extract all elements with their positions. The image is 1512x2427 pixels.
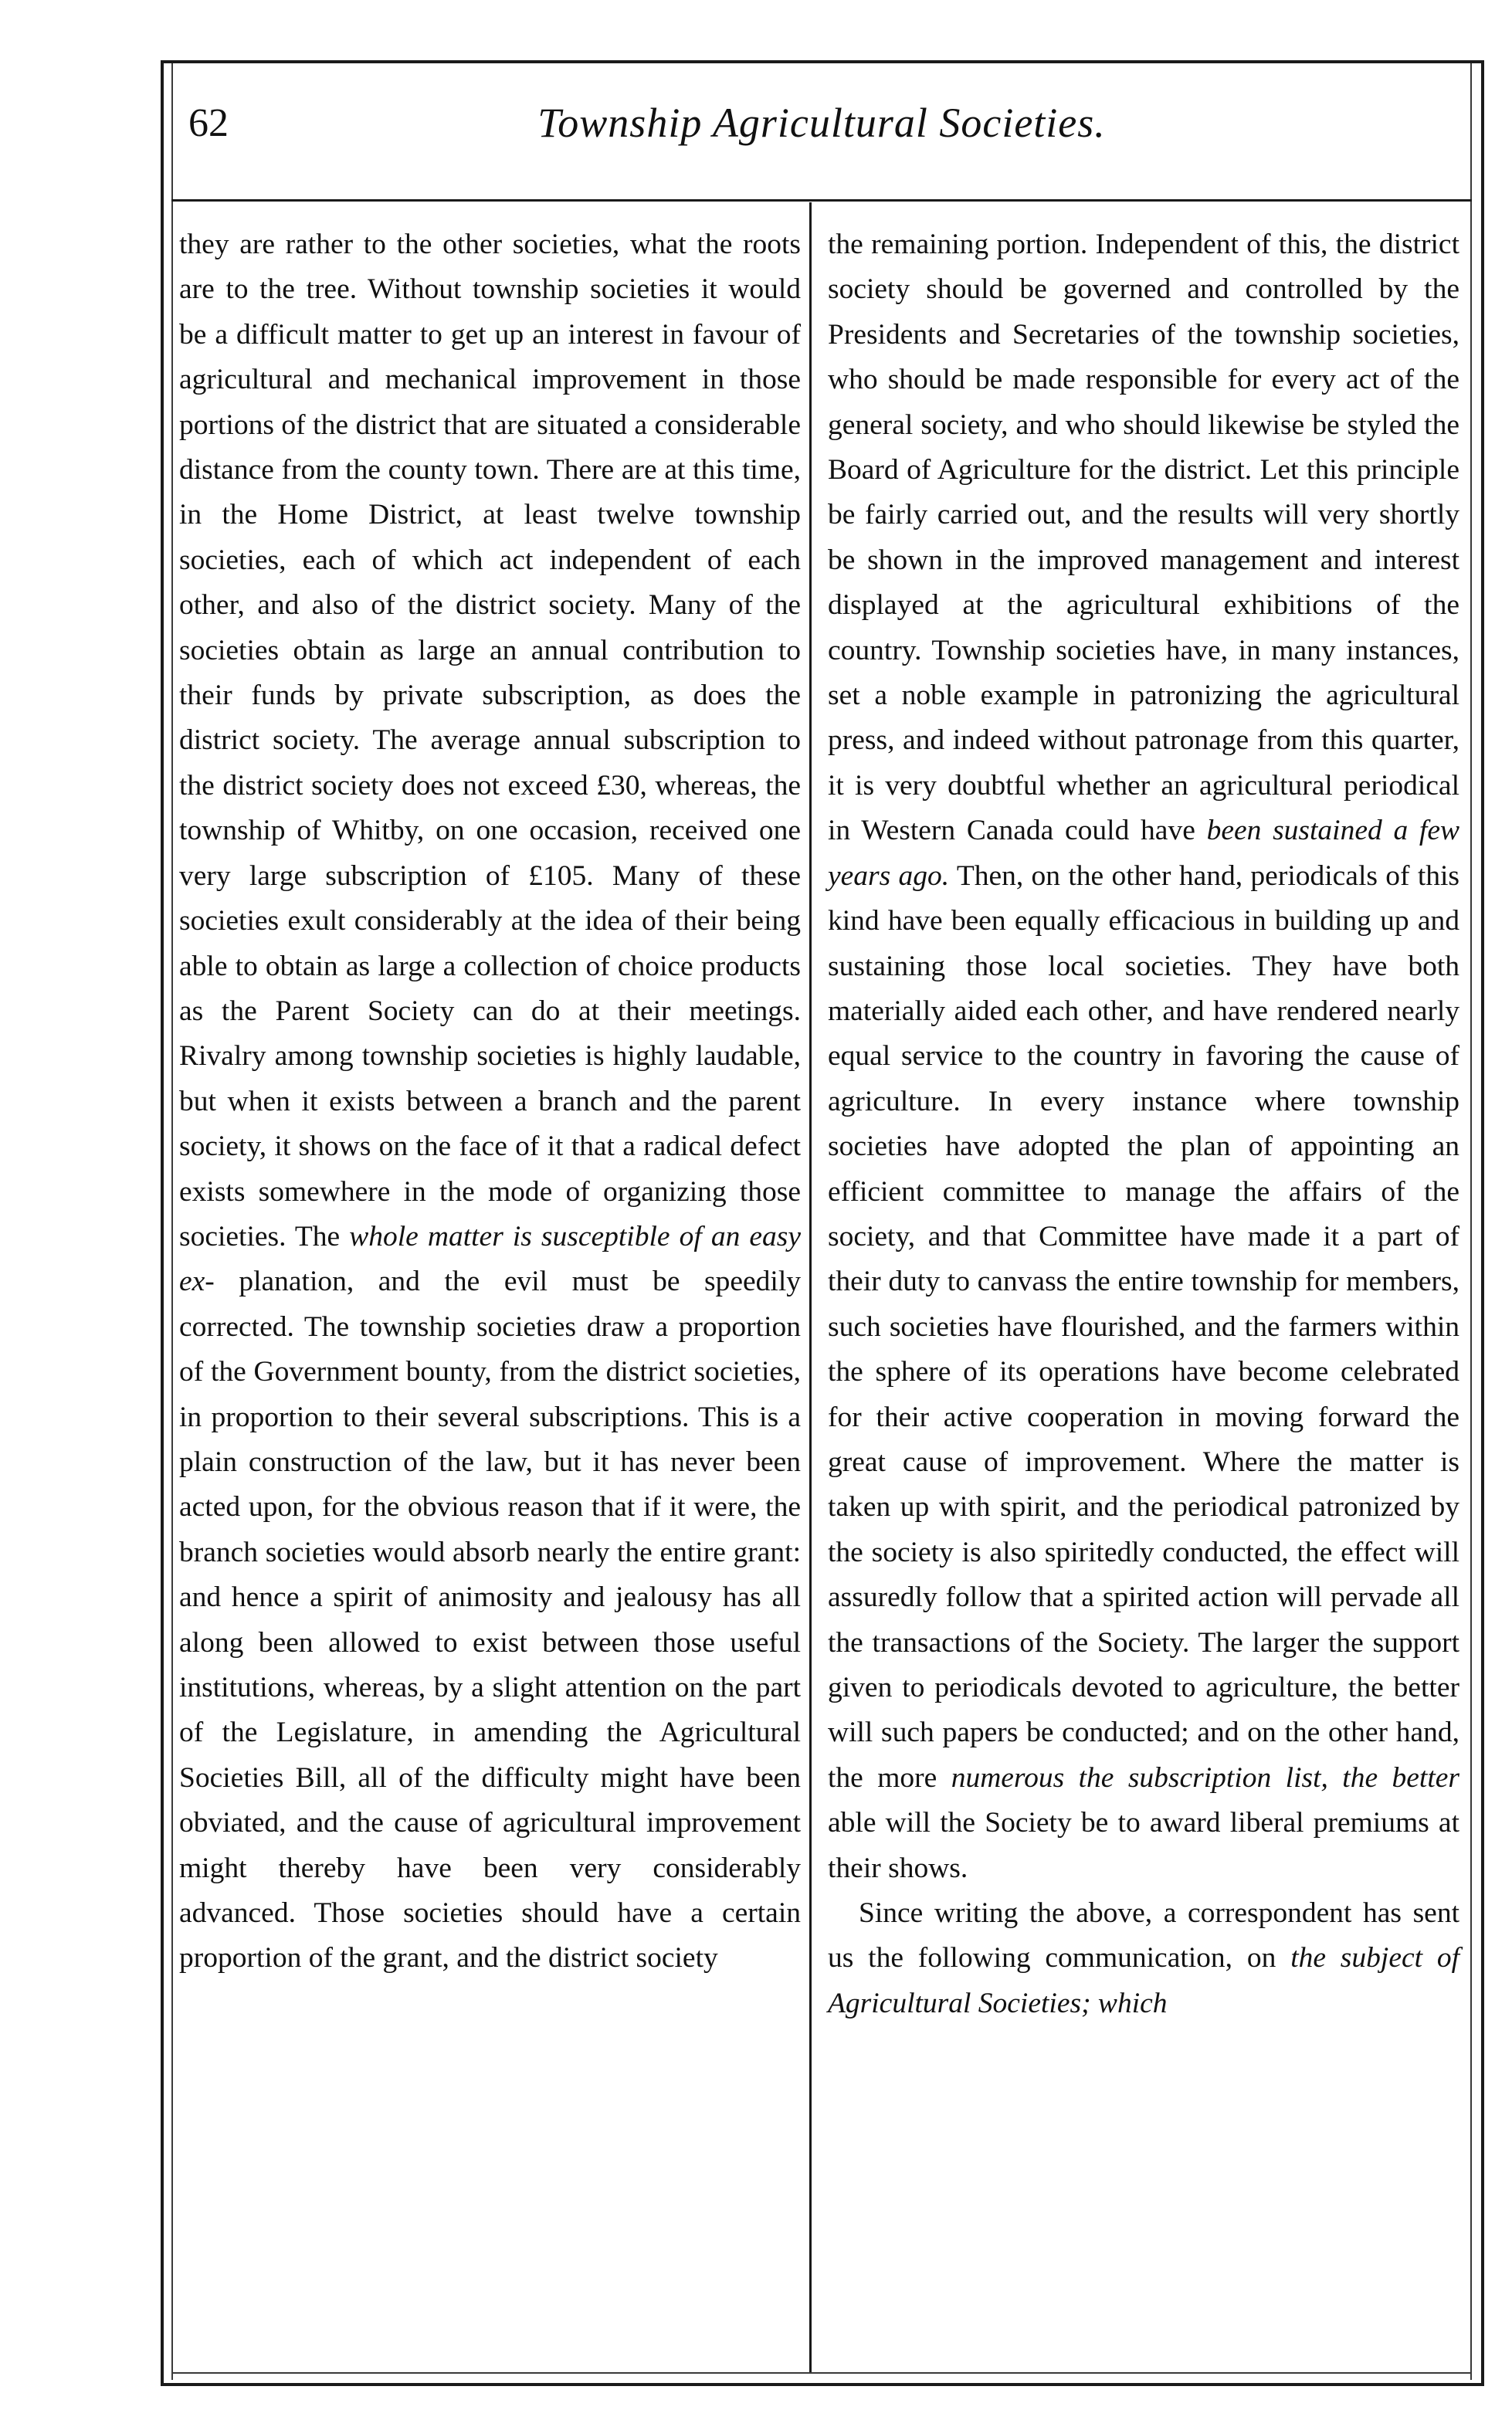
left-column-text: they are rather to the other societies, what the roots are to the tree. Without township societies it would be a difficult matter to get up an interest in favour of agricultural and mechanical improvement in those portions of the district that are situated a considerable distance from the county town. There are at this time, in the Home District, at least twelve township societies, each of which act independent of each other, and also of the district society. Many of the societies obtain as large an annual contribution to their funds by private subscription, as does the district society. The average annual subscription to the district society does not exceed £30, whereas, the township of Whitby, on one occasion, received one very large subscription of £105. Many of these societies exult considerably at the idea of their being able to obtain as large a collection of choice products as the Parent Society can do at their meetings. Rivalry among township societies is highly laudable, but when it exists between a branch and the parent society, it shows on the face of it that a radical defect exists somewhere in the mode of organizing those societies. The — [179, 229, 801, 1252]
right-column-italic-text-b: numerous the subscription list, the better — [951, 1761, 1459, 1794]
right-column-paragraph-2 — [828, 1891, 1459, 2026]
right-inner-border-rule — [1470, 63, 1472, 2380]
right-column-text: the remaining portion. Independent of this, the district society should be governed and controlled by the Presidents and Secretaries of the township societies, who should be made responsible for every act of the general society, and who should likewise be styled the Board of Agriculture for the district. Let this principle be fairly carried out, and the results will very shortly be shown in the improved management and interest displayed at the agricultural exhibitions of the country. Township societies have, in many instances, set a noble example in patronizing the agricultural press, and indeed without patronage from this quarter, it is very doubtful whether an agricultural periodical in Western Canada could have — [828, 229, 1459, 847]
left-inner-border-rule — [171, 63, 173, 2380]
left-column — [179, 222, 801, 1981]
right-column-paragraph-1 — [828, 222, 1459, 1891]
right-column-para2-italic: the subject of Agricultural Societies; which — [828, 1942, 1460, 2019]
right-column-italic-text: been sustained a few years ago. — [828, 815, 1459, 892]
bottom-border-rule — [161, 2383, 1484, 2386]
right-column-text-b: Then, on the other hand, periodicals of this kind have been equally efficacious in building up and sustaining those local societies. They have both materially aided each other, and have rendered nearly equal service to the country in favoring the cause of agriculture. In every instance where township societies have adopted the plan of appointing an efficient committee to manage the affairs of the society, and that Committee have made it a part of their duty to canvass the entire township for members, such societies have flourished, and the farmers within the sphere of its operations have become celebrated for their active cooperation in moving forward the great cause of improvement. Where the matter is taken up with spirit, and the periodical patronized by the society is also spiritedly conducted, the effect will assuredly follow that a spirited action will pervade all the transactions of the Society. The larger the support given to periodicals devoted to agriculture, the better will such papers be conducted; and on the other hand, the more — [828, 859, 1459, 1794]
right-border-rule — [1481, 62, 1484, 2386]
left-column-text-continued: planation, and the evil must be speedily corrected. The township societies draw a proportion of the Government bounty, from the district societies, in proportion to their several subscriptions. This is a plain construction of the law, but it has never been acted upon, for the obvious reason that if it were, the branch societies would absorb nearly the entire grant: and hence a spirit of animosity and jealousy has all along been allowed to exist between those useful institutions, whereas, by a slight attention on the part of the Legislature, in amending the Agricultural Societies Bill, all of the difficulty might have been obviated, and the cause of agricultural improvement might thereby have been very considerably advanced. Those societies should have a certain proportion of the grant, and the district society — [179, 1266, 801, 1974]
right-column-para2-text: Since writing the above, a correspondent has sent us the following communication, on — [828, 1897, 1459, 1974]
header-rule — [171, 199, 1472, 202]
left-column-italic-text: whole matter is susceptible of an easy ex- — [179, 1220, 802, 1298]
top-border-rule — [161, 60, 1484, 63]
right-column-text-c: able will the Society be to award liberal premiums at their shows. — [828, 1807, 1459, 1884]
left-column-paragraph — [179, 222, 801, 1981]
left-border-rule — [161, 62, 164, 2386]
right-column — [828, 222, 1459, 2026]
page-number: 62 — [188, 101, 229, 145]
column-divider — [809, 202, 812, 2372]
bottom-inner-border-rule — [171, 2372, 1472, 2374]
page-header — [171, 93, 1472, 178]
running-title: Township Agricultural Societies. — [537, 100, 1106, 146]
